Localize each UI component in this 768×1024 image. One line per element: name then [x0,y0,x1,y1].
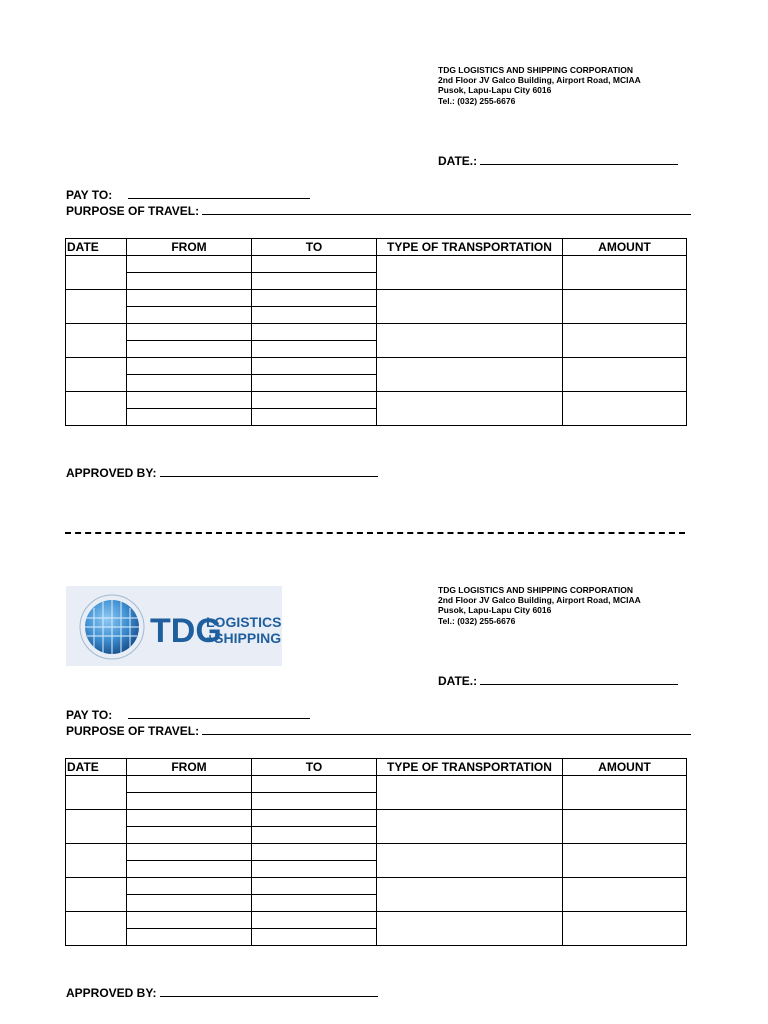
date-field [438,153,678,168]
date-label: DATE.: [438,674,478,688]
from-cell[interactable] [127,341,252,358]
table-row [66,256,687,273]
to-cell[interactable] [252,392,377,409]
col-header-to: TO [252,759,377,776]
approved-by-field [66,985,378,1000]
date-cell[interactable] [66,256,127,290]
company-address-2: Pusok, Lapu-Lapu City 6016 [438,85,552,96]
date-cell[interactable] [66,810,127,844]
col-header-date: DATE [66,239,127,256]
to-cell[interactable] [252,307,377,324]
company-tel: Tel.: (032) 255-6676 [438,95,516,106]
voucher-form-bottom [0,520,768,1020]
travel-table [65,238,687,426]
table-row [66,392,687,409]
amount-cell[interactable] [563,810,687,844]
purpose-label: PURPOSE OF TRAVEL: [66,204,200,218]
approved-by-input-line[interactable] [160,465,378,477]
table-row [66,912,687,929]
to-cell[interactable] [252,895,377,912]
from-cell[interactable] [127,895,252,912]
logo-main-text: TDG [150,612,222,650]
date-input-line[interactable] [480,153,678,165]
from-cell[interactable] [127,861,252,878]
table-row [66,358,687,375]
company-address-2: Pusok, Lapu-Lapu City 6016 [438,605,552,616]
pay-to-input-line[interactable] [128,187,310,199]
approved-by-input-line[interactable] [160,985,378,997]
company-name: TDG LOGISTICS AND SHIPPING CORPORATION [438,65,634,75]
amount-cell[interactable] [563,844,687,878]
transport-cell[interactable] [377,392,563,426]
date-cell[interactable] [66,912,127,946]
from-cell[interactable] [127,358,252,375]
table-header-row [66,759,687,776]
to-cell[interactable] [252,273,377,290]
approved-by-field [66,465,378,480]
from-cell[interactable] [127,290,252,307]
to-cell[interactable] [252,324,377,341]
amount-cell[interactable] [563,776,687,810]
pay-to-input-line[interactable] [128,707,310,719]
table-row [66,324,687,341]
from-cell[interactable] [127,307,252,324]
amount-cell[interactable] [563,878,687,912]
to-cell[interactable] [252,929,377,946]
to-cell[interactable] [252,793,377,810]
date-cell[interactable] [66,844,127,878]
from-cell[interactable] [127,392,252,409]
transport-cell[interactable] [377,776,563,810]
col-header-to: TO [252,239,377,256]
date-cell[interactable] [66,358,127,392]
from-cell[interactable] [127,375,252,392]
transport-cell[interactable] [377,810,563,844]
date-field [438,673,678,688]
to-cell[interactable] [252,912,377,929]
col-header-date: DATE [66,759,127,776]
amount-cell[interactable] [563,912,687,946]
to-cell[interactable] [252,409,377,426]
company-tel: Tel.: (032) 255-6676 [438,615,516,626]
pay-to-field [66,187,310,202]
to-cell[interactable] [252,776,377,793]
approved-by-label: APPROVED BY: [66,986,157,1000]
to-cell[interactable] [252,290,377,307]
pay-to-label: PAY TO: [66,708,113,722]
from-cell[interactable] [127,409,252,426]
logo-line1-text: LOGISTICS [206,614,282,630]
table-row [66,844,687,861]
to-cell[interactable] [252,256,377,273]
date-label: DATE.: [438,154,478,168]
voucher-form-top [0,0,768,500]
from-cell[interactable] [127,912,252,929]
to-cell[interactable] [252,341,377,358]
to-cell[interactable] [252,861,377,878]
amount-cell[interactable] [563,256,687,290]
transport-cell[interactable] [377,324,563,358]
transport-cell[interactable] [377,844,563,878]
transport-cell[interactable] [377,290,563,324]
transport-cell[interactable] [377,358,563,392]
amount-cell[interactable] [563,358,687,392]
amount-cell[interactable] [563,324,687,358]
transport-cell[interactable] [377,256,563,290]
col-header-amount: AMOUNT [563,239,687,256]
to-cell[interactable] [252,358,377,375]
col-header-transport: TYPE OF TRANSPORTATION [377,239,563,256]
from-cell[interactable] [127,929,252,946]
from-cell[interactable] [127,324,252,341]
table-row [66,810,687,827]
from-cell[interactable] [127,844,252,861]
company-address-1: 2nd Floor JV Galco Building, Airport Road, MCIAA [438,595,641,606]
table-row [66,878,687,895]
pay-to-field [66,707,310,722]
col-header-from: FROM [127,239,252,256]
date-cell[interactable] [66,324,127,358]
transport-cell[interactable] [377,878,563,912]
to-cell[interactable] [252,844,377,861]
pay-to-label: PAY TO: [66,188,113,202]
from-cell[interactable] [127,793,252,810]
travel-table [65,758,687,946]
from-cell[interactable] [127,827,252,844]
company-header [438,65,641,106]
company-name: TDG LOGISTICS AND SHIPPING CORPORATION [438,585,634,595]
from-cell[interactable] [127,273,252,290]
date-cell[interactable] [66,776,127,810]
from-cell[interactable] [127,776,252,793]
table-row [66,290,687,307]
amount-cell[interactable] [563,290,687,324]
transport-cell[interactable] [377,912,563,946]
company-address-1: 2nd Floor JV Galco Building, Airport Road, MCIAA [438,75,641,86]
purpose-input-line[interactable] [202,203,691,215]
col-header-amount: AMOUNT [563,759,687,776]
col-header-from: FROM [127,759,252,776]
from-cell[interactable] [127,810,252,827]
to-cell[interactable] [252,827,377,844]
purpose-field [66,203,691,218]
from-cell[interactable] [127,256,252,273]
date-cell[interactable] [66,290,127,324]
from-cell[interactable] [127,878,252,895]
table-header-row [66,239,687,256]
purpose-label: PURPOSE OF TRAVEL: [66,724,200,738]
col-header-transport: TYPE OF TRANSPORTATION [377,759,563,776]
purpose-input-line[interactable] [202,723,691,735]
to-cell[interactable] [252,878,377,895]
date-cell[interactable] [66,878,127,912]
date-cell[interactable] [66,392,127,426]
to-cell[interactable] [252,375,377,392]
table-row [66,776,687,793]
company-header [438,585,641,626]
approved-by-label: APPROVED BY: [66,466,157,480]
amount-cell[interactable] [563,392,687,426]
to-cell[interactable] [252,810,377,827]
date-input-line[interactable] [480,673,678,685]
logo-line2-text: +SHIPPING [206,630,282,646]
purpose-field [66,723,691,738]
